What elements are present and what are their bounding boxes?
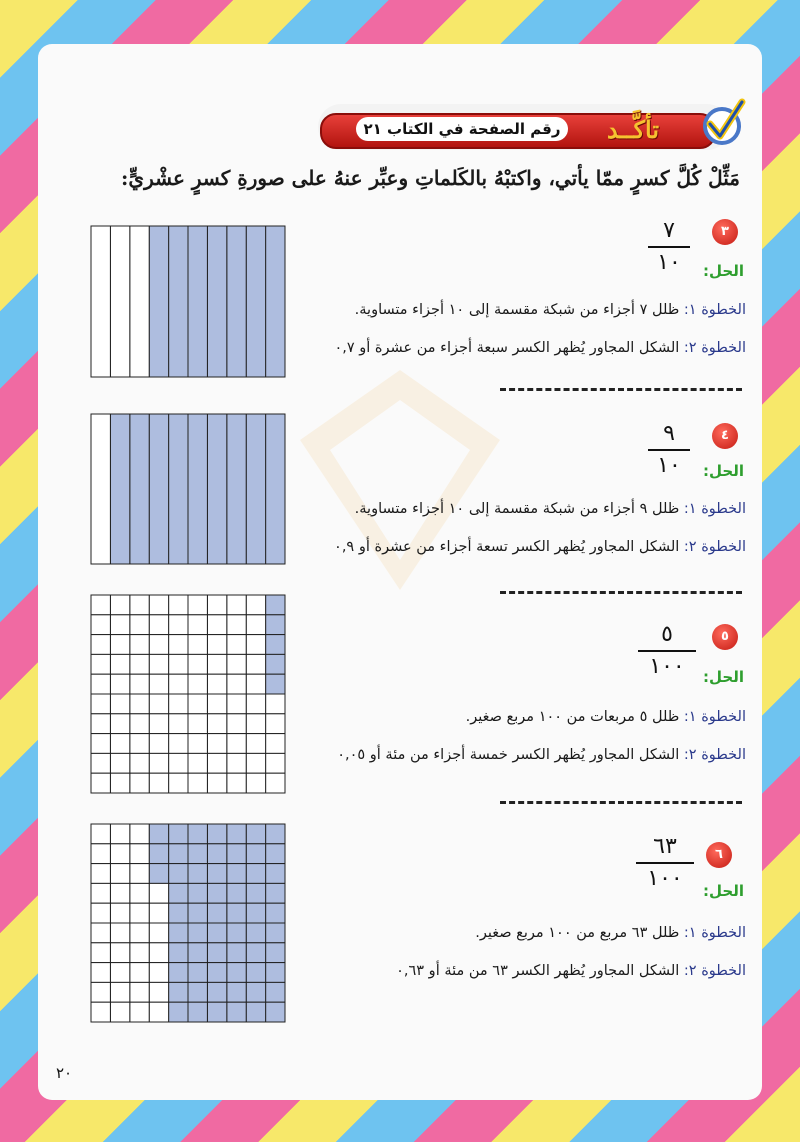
grid-cell: [91, 734, 110, 754]
step-text: الشكل المجاور يُظهر الكسر ٦٣ من مئة أو ٠,٦٣: [396, 963, 680, 979]
step-text: ظلل ٩ أجزاء من شبكة مقسمة إلى ١٠ أجزاء متساوية.: [354, 501, 680, 517]
grid-cell: [266, 734, 285, 754]
grid-cell: [149, 883, 168, 903]
grid-cell: [207, 734, 226, 754]
grid-cell: [91, 982, 110, 1002]
grid-cell: [110, 864, 129, 884]
grid-cell: [149, 615, 168, 635]
section-divider: [500, 388, 742, 391]
grid-cell-shaded: [266, 1002, 285, 1022]
grid-cell: [188, 674, 207, 694]
grid-cell-shaded: [246, 1002, 265, 1022]
step-label: الخطوة ١:: [683, 501, 746, 517]
step-text: الشكل المجاور يُظهر الكسر تسعة أجزاء من عشرة أو ٠,٩: [334, 539, 680, 555]
grid-cell-shaded: [246, 982, 265, 1002]
grid-cell-shaded: [266, 923, 285, 943]
grid-cell: [207, 674, 226, 694]
fraction-numerator: ٥: [661, 622, 673, 647]
grid-cell: [207, 773, 226, 793]
grid-cell: [188, 773, 207, 793]
fraction-denominator: ١٠: [657, 453, 681, 478]
grid-cell: [149, 963, 168, 983]
grid-cell: [149, 753, 168, 773]
grid-cell: [91, 923, 110, 943]
solution-step-1: [355, 501, 746, 517]
grid-cell-shaded: [266, 963, 285, 983]
grid-cell-shaded: [188, 414, 207, 564]
grid-cell: [91, 753, 110, 773]
step-text: ظلل ٦٣ مربع من ١٠٠ مربع صغير.: [475, 925, 680, 941]
grid-cell: [188, 714, 207, 734]
grid-cell: [110, 982, 129, 1002]
step-label: الخطوة ٢:: [683, 539, 746, 555]
grid-cell: [149, 635, 168, 655]
grid-cell: [246, 635, 265, 655]
grid-cell: [246, 734, 265, 754]
grid-cell: [227, 773, 246, 793]
solution-step-2: [396, 963, 746, 979]
grid-cell-shaded: [188, 903, 207, 923]
grid-cell: [91, 654, 110, 674]
grid-cell: [246, 674, 265, 694]
grid-cell-shaded: [207, 864, 226, 884]
grid-cell: [91, 844, 110, 864]
grid-cell-shaded: [188, 883, 207, 903]
grid-cell: [110, 635, 129, 655]
grid-cell: [149, 694, 168, 714]
grid-cell: [91, 635, 110, 655]
grid-cell: [227, 734, 246, 754]
grid-cell-shaded: [246, 883, 265, 903]
step-text: الشكل المجاور يُظهر الكسر خمسة أجزاء من مئة أو ٠,٠٥: [337, 747, 680, 763]
grid-cell: [169, 674, 188, 694]
grid-cell-shaded: [149, 414, 168, 564]
grid-cell-shaded: [169, 414, 188, 564]
fraction-numerator: ٧: [663, 218, 675, 243]
grid-cell-shaded: [169, 923, 188, 943]
grid-cell-shaded: [149, 864, 168, 884]
grid-cell-shaded: [207, 844, 226, 864]
grid-cell: [110, 615, 129, 635]
grid-cell-shaded: [169, 226, 188, 377]
fraction: [638, 622, 696, 680]
grid-cell: [149, 674, 168, 694]
grid-cell-shaded: [188, 824, 207, 844]
grid-cell-shaded: [188, 923, 207, 943]
grid-cell: [130, 903, 149, 923]
book-watermark-icon: [290, 360, 510, 600]
grid-cell-shaded: [266, 674, 285, 694]
grid-cell: [169, 734, 188, 754]
grid-cell: [169, 753, 188, 773]
grid-cell-shaded: [227, 824, 246, 844]
grid-cell-shaded: [266, 615, 285, 635]
grid-cell: [91, 694, 110, 714]
grid-cell-shaded: [207, 883, 226, 903]
grid-cell-shaded: [207, 982, 226, 1002]
grid-cell-shaded: [188, 864, 207, 884]
grid-cell: [130, 595, 149, 615]
grid-cell: [169, 773, 188, 793]
step-label: الخطوة ٢:: [683, 747, 746, 763]
grid-cell-shaded: [266, 903, 285, 923]
grid-cell: [207, 654, 226, 674]
grid-cell: [149, 943, 168, 963]
grid-cell: [130, 226, 149, 377]
grid-cell: [130, 773, 149, 793]
grid-cell-shaded: [266, 844, 285, 864]
grid-cell-shaded: [207, 226, 226, 377]
grid-cell: [188, 753, 207, 773]
grid-cell: [188, 595, 207, 615]
grid-cell: [110, 226, 129, 377]
step-label: الخطوة ٢:: [683, 963, 746, 979]
grid-cell-shaded: [169, 903, 188, 923]
grid-cell-shaded: [227, 883, 246, 903]
solution-label: الحل:: [703, 882, 744, 900]
hundredths-grid: [90, 594, 286, 794]
grid-cell: [246, 654, 265, 674]
grid-cell-shaded: [266, 982, 285, 1002]
grid-cell: [266, 773, 285, 793]
grid-cell: [110, 734, 129, 754]
grid-cell-shaded: [246, 943, 265, 963]
grid-cell-shaded: [227, 923, 246, 943]
grid-cell-shaded: [169, 844, 188, 864]
fraction-numerator: ٩: [663, 421, 675, 446]
grid-cell: [227, 595, 246, 615]
grid-cell: [110, 844, 129, 864]
grid-cell: [169, 635, 188, 655]
grid-cell: [110, 943, 129, 963]
fraction-bar: [636, 862, 694, 864]
grid-cell: [227, 714, 246, 734]
grid-cell: [110, 753, 129, 773]
solution-label: الحل:: [703, 462, 744, 480]
grid-cell-shaded: [169, 824, 188, 844]
grid-cell-shaded: [207, 923, 226, 943]
grid-cell-shaded: [266, 864, 285, 884]
grid-cell: [207, 694, 226, 714]
grid-cell-shaded: [266, 943, 285, 963]
grid-cell: [110, 654, 129, 674]
solution-label: الحل:: [703, 668, 744, 686]
grid-cell-shaded: [227, 844, 246, 864]
grid-cell-shaded: [266, 824, 285, 844]
grid-cell: [207, 714, 226, 734]
solution-step-1: [475, 925, 746, 941]
grid-cell: [207, 615, 226, 635]
grid-cell-shaded: [266, 226, 285, 377]
grid-cell-shaded: [227, 226, 246, 377]
grid-cell-shaded: [130, 414, 149, 564]
grid-cell: [130, 864, 149, 884]
grid-cell: [130, 714, 149, 734]
fraction-numerator: ٦٣: [653, 834, 677, 859]
grid-cell: [91, 883, 110, 903]
solution-step-2: [334, 539, 746, 555]
tenths-grid: [90, 225, 286, 378]
grid-cell: [227, 654, 246, 674]
grid-cell: [91, 414, 110, 564]
grid-cell: [130, 615, 149, 635]
grid-cell: [227, 615, 246, 635]
grid-cell: [188, 635, 207, 655]
grid-cell: [149, 923, 168, 943]
grid-cell: [110, 903, 129, 923]
fraction-denominator: ١٠٠: [647, 866, 683, 891]
grid-cell: [188, 615, 207, 635]
grid-cell-shaded: [188, 844, 207, 864]
grid-cell-shaded: [169, 864, 188, 884]
fraction-denominator: ١٠: [657, 250, 681, 275]
grid-cell: [227, 635, 246, 655]
grid-cell: [110, 883, 129, 903]
grid-cell: [130, 753, 149, 773]
grid-cell-shaded: [188, 982, 207, 1002]
fraction: [648, 421, 690, 479]
grid-cell: [91, 963, 110, 983]
grid-cell: [149, 734, 168, 754]
solution-step-2: [337, 747, 746, 763]
grid-cell-shaded: [188, 226, 207, 377]
grid-cell: [266, 753, 285, 773]
grid-cell: [130, 635, 149, 655]
grid-cell-shaded: [227, 982, 246, 1002]
grid-cell: [169, 654, 188, 674]
grid-cell-shaded: [266, 635, 285, 655]
grid-cell: [110, 963, 129, 983]
grid-cell-shaded: [169, 883, 188, 903]
grid-cell-shaded: [227, 903, 246, 923]
grid-cell-shaded: [149, 824, 168, 844]
grid-cell-shaded: [207, 824, 226, 844]
grid-cell-shaded: [246, 226, 265, 377]
problem-number-badge: ٦: [706, 842, 732, 868]
grid-cell-shaded: [169, 1002, 188, 1022]
grid-cell: [149, 654, 168, 674]
grid-cell: [246, 615, 265, 635]
grid-cell-shaded: [149, 844, 168, 864]
grid-cell: [91, 773, 110, 793]
step-label: الخطوة ١:: [683, 302, 746, 318]
grid-cell-shaded: [169, 943, 188, 963]
book-page-reference: رقم الصفحة في الكتاب ٢١: [356, 117, 568, 141]
step-label: الخطوة ١:: [683, 925, 746, 941]
grid-cell-shaded: [169, 963, 188, 983]
grid-cell: [149, 773, 168, 793]
grid-cell-shaded: [266, 414, 285, 564]
grid-cell-shaded: [227, 414, 246, 564]
solution-step-2: [334, 340, 746, 356]
grid-cell: [130, 883, 149, 903]
step-text: ظلل ٥ مربعات من ١٠٠ مربع صغير.: [465, 709, 680, 725]
grid-cell: [130, 943, 149, 963]
grid-cell-shaded: [246, 414, 265, 564]
step-text: ظلل ٧ أجزاء من شبكة مقسمة إلى ١٠ أجزاء متساوية.: [354, 302, 680, 318]
grid-cell: [110, 923, 129, 943]
grid-cell: [130, 674, 149, 694]
problem-number-badge: ٣: [712, 219, 738, 245]
grid-cell-shaded: [188, 1002, 207, 1022]
grid-cell: [149, 1002, 168, 1022]
section-divider: [500, 591, 742, 594]
step-label: الخطوة ١:: [683, 709, 746, 725]
grid-cell-shaded: [246, 923, 265, 943]
grid-cell: [227, 694, 246, 714]
grid-cell: [110, 824, 129, 844]
page-number: ٢٠: [56, 1064, 73, 1082]
confirm-badge-title: تأكَّــد: [606, 115, 660, 144]
grid-cell: [169, 615, 188, 635]
grid-cell-shaded: [246, 824, 265, 844]
grid-cell-shaded: [110, 414, 129, 564]
grid-cell: [91, 903, 110, 923]
grid-cell: [246, 714, 265, 734]
grid-cell: [169, 595, 188, 615]
grid-cell: [207, 595, 226, 615]
grid-cell: [91, 864, 110, 884]
problem-number-badge: ٥: [712, 624, 738, 650]
grid-cell-shaded: [169, 982, 188, 1002]
grid-cell-shaded: [207, 414, 226, 564]
grid-cell: [246, 773, 265, 793]
grid-cell-shaded: [227, 963, 246, 983]
grid-cell: [130, 1002, 149, 1022]
grid-cell: [91, 615, 110, 635]
grid-cell-shaded: [266, 883, 285, 903]
grid-cell: [188, 654, 207, 674]
grid-cell: [149, 982, 168, 1002]
grid-cell: [227, 674, 246, 694]
hundredths-grid: [90, 823, 286, 1023]
grid-cell-shaded: [246, 864, 265, 884]
grid-cell: [169, 714, 188, 734]
grid-cell: [149, 714, 168, 734]
grid-cell-shaded: [207, 903, 226, 923]
grid-cell: [266, 714, 285, 734]
grid-cell: [91, 943, 110, 963]
grid-cell-shaded: [266, 654, 285, 674]
grid-cell-shaded: [188, 943, 207, 963]
tenths-grid: [90, 413, 286, 565]
grid-cell: [110, 674, 129, 694]
grid-cell: [130, 923, 149, 943]
grid-cell: [130, 654, 149, 674]
grid-cell: [91, 1002, 110, 1022]
grid-cell: [169, 694, 188, 714]
grid-cell: [149, 903, 168, 923]
grid-cell-shaded: [207, 943, 226, 963]
grid-cell: [130, 824, 149, 844]
grid-cell: [188, 694, 207, 714]
fraction-bar: [638, 650, 696, 652]
solution-step-1: [466, 709, 746, 725]
grid-cell-shaded: [149, 226, 168, 377]
grid-cell: [110, 694, 129, 714]
checkmark-icon: [698, 98, 746, 148]
grid-cell: [130, 963, 149, 983]
fraction-bar: [648, 246, 690, 248]
fraction-denominator: ١٠٠: [649, 654, 685, 679]
grid-cell-shaded: [246, 963, 265, 983]
grid-cell: [246, 694, 265, 714]
grid-cell: [188, 734, 207, 754]
grid-cell: [227, 753, 246, 773]
grid-cell-shaded: [227, 864, 246, 884]
grid-cell: [266, 694, 285, 714]
grid-cell: [207, 635, 226, 655]
section-divider: [500, 801, 742, 804]
solution-step-1: [355, 302, 746, 318]
grid-cell-shaded: [246, 903, 265, 923]
grid-cell: [246, 753, 265, 773]
grid-cell: [149, 595, 168, 615]
grid-cell: [246, 595, 265, 615]
grid-cell: [91, 226, 110, 377]
grid-cell: [130, 734, 149, 754]
grid-cell: [91, 595, 110, 615]
fraction: [636, 834, 694, 892]
grid-cell: [91, 824, 110, 844]
grid-cell-shaded: [207, 1002, 226, 1022]
problem-number-badge: ٤: [712, 423, 738, 449]
fraction: [648, 218, 690, 276]
grid-cell: [130, 982, 149, 1002]
grid-cell: [110, 1002, 129, 1022]
grid-cell: [130, 844, 149, 864]
grid-cell: [110, 714, 129, 734]
step-label: الخطوة ٢:: [683, 340, 746, 356]
grid-cell: [130, 694, 149, 714]
fraction-bar: [648, 449, 690, 451]
grid-cell: [110, 595, 129, 615]
exercise-instruction: مَثِّلْ كُلَّ كسرٍ ممّا يأتي، واكتبْهُ بالكَلماتِ وعبِّر عنهُ على صورةِ كسرٍ عشْريٍّ:: [121, 166, 740, 190]
step-text: الشكل المجاور يُظهر الكسر سبعة أجزاء من عشرة أو ٠,٧: [334, 340, 680, 356]
grid-cell-shaded: [227, 943, 246, 963]
grid-cell: [110, 773, 129, 793]
grid-cell: [207, 753, 226, 773]
grid-cell-shaded: [246, 844, 265, 864]
grid-cell: [91, 674, 110, 694]
grid-cell-shaded: [207, 963, 226, 983]
grid-cell-shaded: [266, 595, 285, 615]
grid-cell-shaded: [188, 963, 207, 983]
solution-label: الحل:: [703, 262, 744, 280]
grid-cell-shaded: [227, 1002, 246, 1022]
grid-cell: [91, 714, 110, 734]
